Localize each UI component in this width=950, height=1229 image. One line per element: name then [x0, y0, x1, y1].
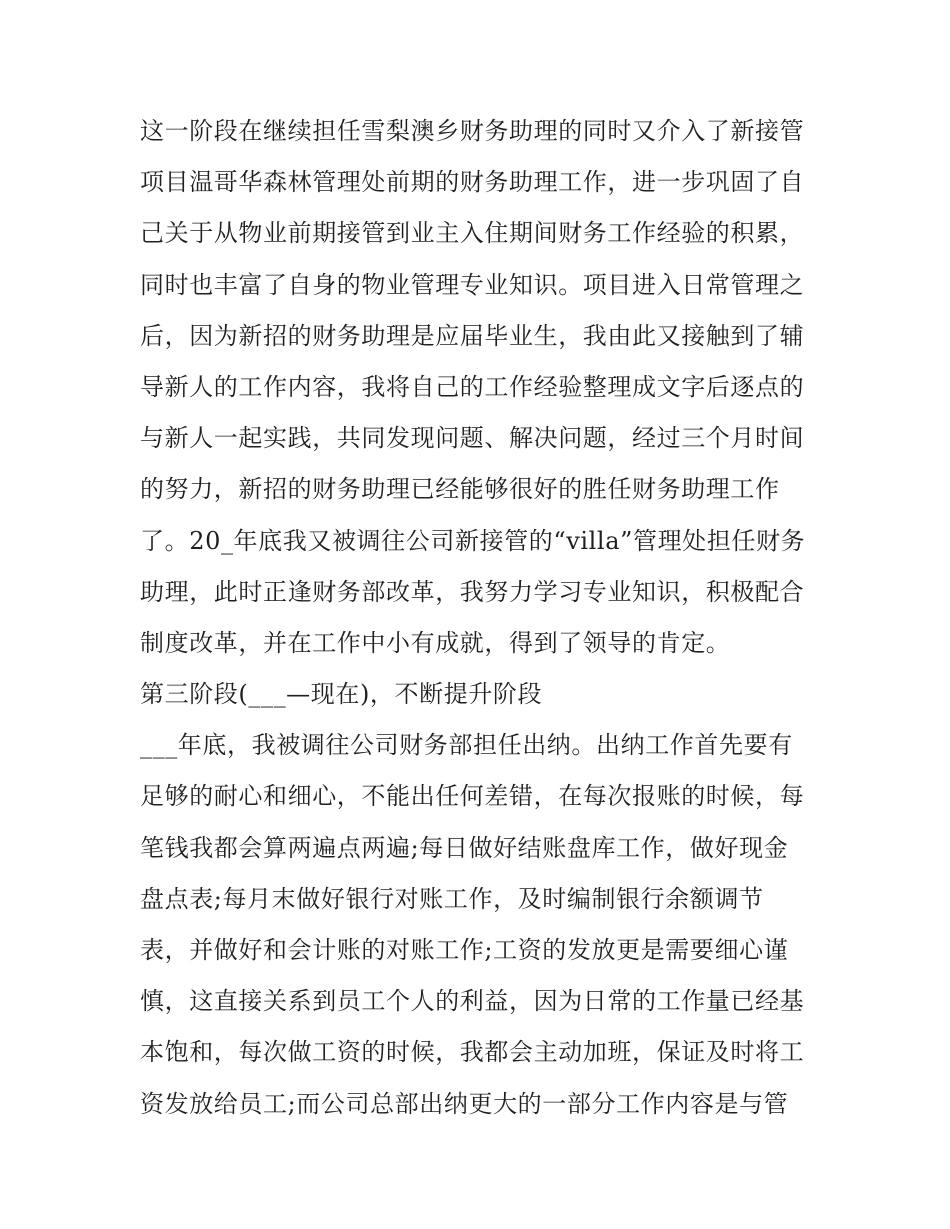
text-line: 笔钱我都会算两遍点两遍;每日做好结账盘库工作，做好现金	[140, 833, 789, 862]
body-text	[140, 106, 820, 1130]
text-line: 同时也丰富了自身的物业管理专业知识。项目进入日常管理之	[140, 270, 805, 299]
text-line: 后，因为新招的财务助理是应届毕业生，我由此又接触到了辅	[140, 321, 805, 350]
text-line: 本饱和，每次做工资的时候，我都会主动加班，保证及时将工	[140, 1038, 805, 1067]
text-line: 表，并做好和会计账的对账工作;工资的发放更是需要细心谨	[140, 936, 789, 964]
text-line: 了。20_年底我又被调往公司新接管的“villa”管理处担任财务	[140, 526, 806, 555]
text-line: 制度改革，并在工作中小有成就，得到了领导的肯定。	[140, 628, 731, 657]
text-line: 这一阶段在继续担任雪梨澳乡财务助理的同时又介入了新接管	[140, 117, 805, 145]
text-line: 盘点表;每月末做好银行对账工作，及时编制银行余额调节	[140, 884, 764, 913]
text-line: 项目温哥华森林管理处前期的财务助理工作，进一步巩固了自	[140, 168, 805, 197]
section-heading: 第三阶段(___—现在)，不断提升阶段	[140, 680, 543, 709]
text-line: 慎，这直接关系到员工个人的利益，因为日常的工作量已经基	[140, 987, 805, 1016]
text-line: 助理，此时正逢财务部改革，我努力学习专业知识，积极配合	[140, 577, 805, 606]
text-line: 己关于从物业前期接管到业主入住期间财务工作经验的积累，	[140, 219, 805, 248]
text-line: 资发放给员工;而公司总部出纳更大的一部分工作内容是与管	[140, 1089, 789, 1118]
text-line: ___年底，我被调往公司财务部担任出纳。出纳工作首先要有	[140, 731, 793, 760]
text-line: 与新人一起实践，共同发现问题、解决问题，经过三个月时间	[140, 424, 805, 453]
text-line: 足够的耐心和细心，不能出任何差错，在每次报账的时候，每	[140, 782, 805, 811]
text-line: 导新人的工作内容，我将自己的工作经验整理成文字后逐点的	[140, 372, 805, 401]
text-line: 的努力，新招的财务助理已经能够很好的胜任财务助理工作	[140, 475, 780, 504]
